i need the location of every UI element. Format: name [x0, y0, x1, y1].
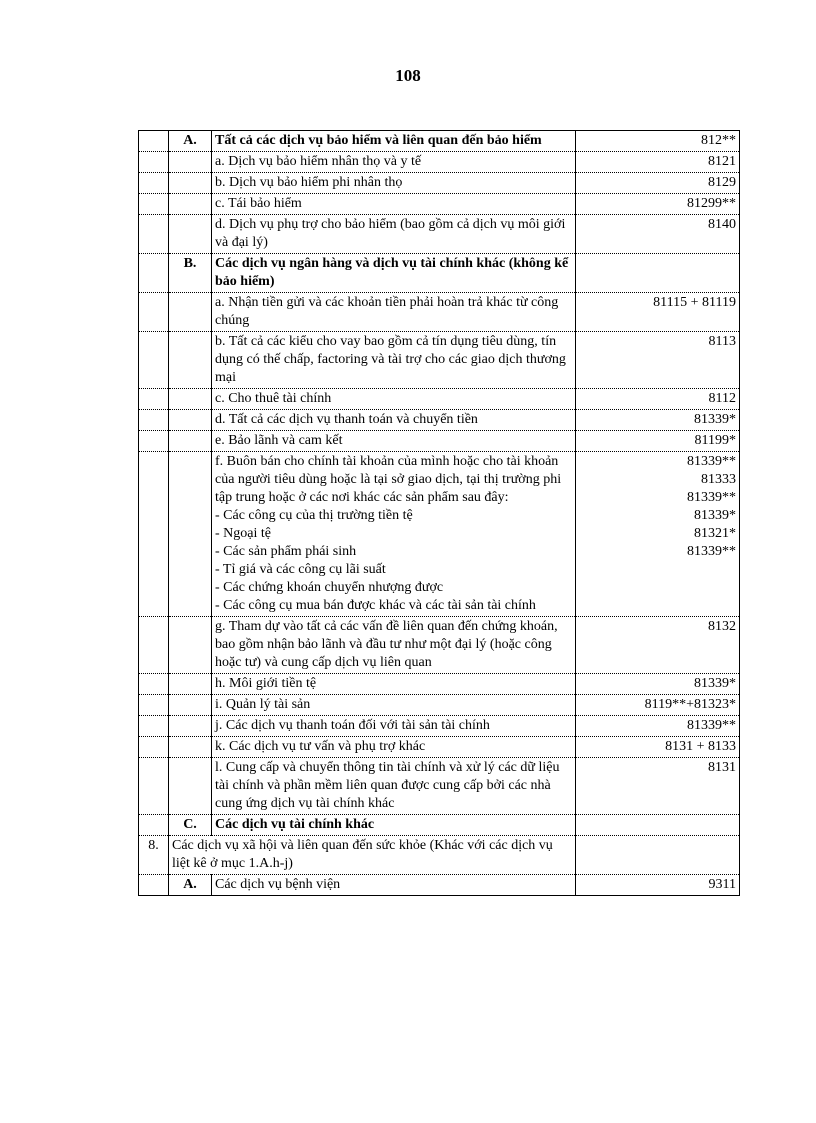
subsection-letter-cell — [169, 758, 212, 815]
section-number-cell — [139, 431, 169, 452]
cpc-code-cell — [576, 617, 740, 674]
cpc-code-cell — [576, 758, 740, 815]
table-row — [139, 815, 740, 836]
description-line: i. Quản lý tài sản — [215, 697, 311, 712]
service-classification-table — [138, 130, 740, 896]
description-cell — [212, 452, 576, 617]
table-row — [139, 758, 740, 815]
table-row — [139, 152, 740, 173]
cpc-code: 81333 — [701, 472, 736, 487]
cpc-code-cell — [576, 215, 740, 254]
cpc-code: 81339* — [694, 508, 736, 523]
description-cell — [169, 836, 576, 875]
description-cell — [212, 293, 576, 332]
section-number-cell — [139, 332, 169, 389]
description-line: - Tỉ giá và các công cụ lãi suất — [215, 562, 386, 577]
description-line: Các dịch vụ xã hội và liên quan đến sức khỏe (Khác với các dịch vụ liệt kê ở mục 1.A.h-j) — [172, 838, 553, 871]
description-cell — [212, 254, 576, 293]
cpc-code: 81115 + 81119 — [653, 295, 736, 310]
section-number-cell — [139, 716, 169, 737]
subsection-letter-cell — [169, 215, 212, 254]
section-number-cell — [139, 452, 169, 617]
section-number-cell: 8. — [139, 836, 169, 875]
description-line: - Các công cụ của thị trường tiền tệ — [215, 508, 413, 523]
subsection-letter-cell — [169, 737, 212, 758]
description-line: h. Môi giới tiền tệ — [215, 676, 317, 691]
cpc-code-cell — [576, 431, 740, 452]
description-cell — [212, 389, 576, 410]
subsection-letter-cell — [169, 410, 212, 431]
table-row — [139, 716, 740, 737]
description-line: a. Nhận tiền gửi và các khoản tiền phải hoàn trả khác từ công chúng — [215, 295, 559, 328]
cpc-code: 8119**+81323* — [644, 697, 736, 712]
description-cell — [212, 737, 576, 758]
section-number-cell — [139, 875, 169, 896]
subsection-letter-cell — [169, 431, 212, 452]
description-cell — [212, 875, 576, 896]
subsection-letter-cell — [169, 152, 212, 173]
description-cell — [212, 194, 576, 215]
table-row — [139, 173, 740, 194]
subsection-letter-cell — [169, 716, 212, 737]
cpc-code: 8131 — [708, 760, 736, 775]
description-cell — [212, 758, 576, 815]
subsection-letter-cell — [169, 332, 212, 389]
description-cell — [212, 695, 576, 716]
subsection-letter-cell: A. — [169, 131, 212, 152]
cpc-code: 8131 + 8133 — [665, 739, 736, 754]
cpc-code-cell — [576, 173, 740, 194]
section-number-cell — [139, 737, 169, 758]
cpc-code: 812** — [701, 133, 736, 148]
cpc-code-cell — [576, 194, 740, 215]
subsection-letter-cell — [169, 452, 212, 617]
description-line: Các dịch vụ bệnh viện — [215, 877, 341, 892]
cpc-code-cell — [576, 410, 740, 431]
description-line: - Các chứng khoán chuyển nhượng được — [215, 580, 444, 595]
cpc-code: 8112 — [708, 391, 736, 406]
description-cell — [212, 431, 576, 452]
cpc-code-cell — [576, 452, 740, 617]
cpc-code-cell — [576, 737, 740, 758]
section-number-cell — [139, 410, 169, 431]
section-number-cell — [139, 815, 169, 836]
subsection-letter-cell — [169, 293, 212, 332]
cpc-code: 9311 — [708, 877, 736, 892]
cpc-code: 8121 — [708, 154, 736, 169]
description-cell — [212, 815, 576, 836]
subsection-letter-cell: B. — [169, 254, 212, 293]
cpc-code: 81339** — [687, 544, 736, 559]
description-line: a. Dịch vụ bảo hiểm nhân thọ và y tế — [215, 154, 422, 169]
section-number-cell — [139, 152, 169, 173]
subsection-letter-cell: C. — [169, 815, 212, 836]
cpc-code-cell — [576, 815, 740, 836]
table-row — [139, 875, 740, 896]
table-row — [139, 836, 740, 875]
cpc-code: 8132 — [708, 619, 736, 634]
cpc-code-cell — [576, 332, 740, 389]
subsection-letter-cell — [169, 173, 212, 194]
table-body — [139, 131, 740, 896]
section-number-cell — [139, 173, 169, 194]
cpc-code: 8113 — [708, 334, 736, 349]
cpc-code: 81339** — [687, 490, 736, 505]
description-cell — [212, 332, 576, 389]
description-cell — [212, 617, 576, 674]
description-line: g. Tham dự vào tất cả các vấn đề liên quan đến chứng khoán, bao gồm nhận bảo lãnh và đầu tư như một đại lý (hoặc công hoặc tư) và cung cấp dịch vụ liên quan — [215, 619, 558, 670]
description-line: d. Dịch vụ phụ trợ cho bảo hiểm (bao gồm cả dịch vụ môi giới và đại lý) — [215, 217, 566, 250]
section-number-cell — [139, 695, 169, 716]
cpc-code-cell — [576, 716, 740, 737]
section-number-cell — [139, 293, 169, 332]
cpc-code: 81299** — [687, 196, 736, 211]
section-number-cell — [139, 674, 169, 695]
description-line: - Các công cụ mua bán được khác và các tài sản tài chính — [215, 598, 536, 613]
description-line: k. Các dịch vụ tư vấn và phụ trợ khác — [215, 739, 426, 754]
description-line: d. Tất cả các dịch vụ thanh toán và chuyển tiền — [215, 412, 478, 427]
section-number-cell — [139, 254, 169, 293]
table-row — [139, 452, 740, 617]
description-cell — [212, 410, 576, 431]
table-row — [139, 617, 740, 674]
description-line: e. Bảo lãnh và cam kết — [215, 433, 343, 448]
table-row — [139, 254, 740, 293]
table-row — [139, 431, 740, 452]
table-row — [139, 695, 740, 716]
cpc-code-cell — [576, 254, 740, 293]
description-line: f. Buôn bán cho chính tài khoản của mình hoặc cho tài khoản của người tiêu dùng hoặc là tại sở giao dịch, tại thị trường phi tập trung hoặc ở các nơi khác các sản phẩm sau đây: — [215, 454, 562, 505]
description-line: b. Tất cả các kiểu cho vay bao gồm cả tín dụng tiêu dùng, tín dụng có thế chấp, factoring và tài trợ cho các giao dịch thương mại — [215, 334, 566, 385]
subsection-letter-cell — [169, 674, 212, 695]
cpc-code-cell — [576, 389, 740, 410]
cpc-code-cell — [576, 695, 740, 716]
cpc-code-cell — [576, 152, 740, 173]
cpc-code: 81321* — [694, 526, 736, 541]
description-line: Các dịch vụ tài chính khác — [215, 817, 375, 832]
table-row — [139, 332, 740, 389]
description-cell — [212, 152, 576, 173]
section-number-cell — [139, 131, 169, 152]
subsection-letter-cell — [169, 695, 212, 716]
cpc-code: 81339** — [687, 454, 736, 469]
section-number-cell — [139, 194, 169, 215]
description-line: c. Tái bảo hiểm — [215, 196, 302, 211]
cpc-code: 81199* — [694, 433, 736, 448]
table-row — [139, 131, 740, 152]
table-row — [139, 389, 740, 410]
description-line: c. Cho thuê tài chính — [215, 391, 332, 406]
description-line: l. Cung cấp và chuyển thông tin tài chính và xử lý các dữ liệu tài chính và phần mềm liên quan được cung cấp bởi các nhà cung ứng dịch vụ tài chính khác — [215, 760, 560, 811]
subsection-letter-cell — [169, 194, 212, 215]
description-cell — [212, 173, 576, 194]
cpc-code-cell — [576, 875, 740, 896]
table-row — [139, 215, 740, 254]
subsection-letter-cell: A. — [169, 875, 212, 896]
description-cell — [212, 716, 576, 737]
table-row — [139, 410, 740, 431]
section-number-cell — [139, 617, 169, 674]
description-line: - Ngoại tệ — [215, 526, 271, 541]
description-line: - Các sản phẩm phái sinh — [215, 544, 357, 559]
description-cell — [212, 674, 576, 695]
table-row — [139, 674, 740, 695]
cpc-code-cell — [576, 836, 740, 875]
cpc-code-cell — [576, 131, 740, 152]
page-number: 108 — [395, 66, 421, 85]
table-row — [139, 293, 740, 332]
cpc-code: 81339* — [694, 412, 736, 427]
cpc-code: 8140 — [708, 217, 736, 232]
cpc-code: 81339* — [694, 676, 736, 691]
cpc-code-cell — [576, 293, 740, 332]
subsection-letter-cell — [169, 389, 212, 410]
section-number-cell — [139, 389, 169, 410]
description-line: j. Các dịch vụ thanh toán đối với tài sản tài chính — [215, 718, 490, 733]
description-line: b. Dịch vụ bảo hiểm phi nhân thọ — [215, 175, 403, 190]
description-line: Các dịch vụ ngân hàng và dịch vụ tài chính khác (không kể bảo hiểm) — [215, 256, 569, 289]
table-row — [139, 737, 740, 758]
subsection-letter-cell — [169, 617, 212, 674]
description-line: Tất cả các dịch vụ bảo hiểm và liên quan đến bảo hiểm — [215, 133, 542, 148]
cpc-code-cell — [576, 674, 740, 695]
section-number-cell — [139, 758, 169, 815]
cpc-code: 81339** — [687, 718, 736, 733]
table-row — [139, 194, 740, 215]
description-cell — [212, 131, 576, 152]
description-cell — [212, 215, 576, 254]
section-number-cell — [139, 215, 169, 254]
cpc-code: 8129 — [708, 175, 736, 190]
